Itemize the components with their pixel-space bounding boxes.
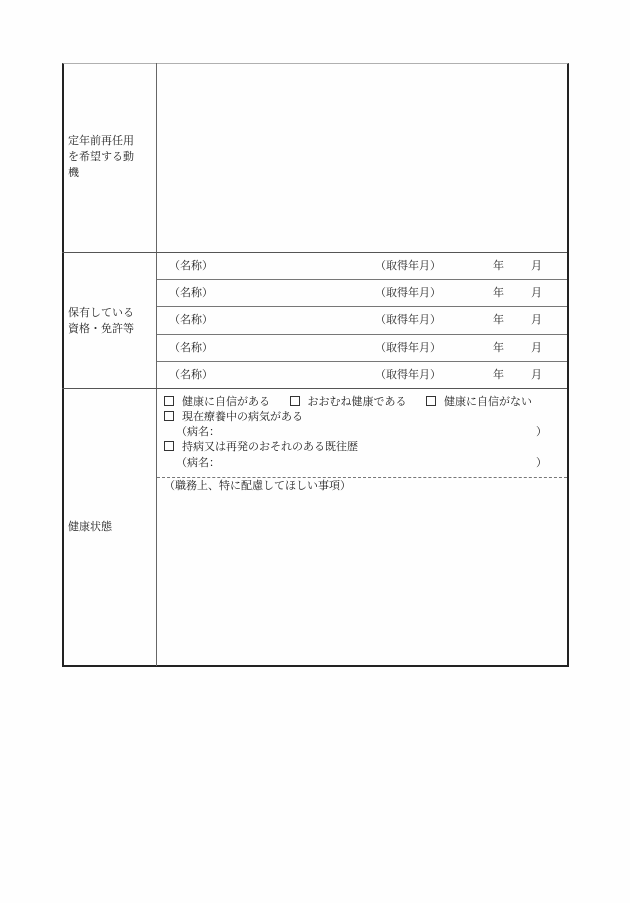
month-label: 月 (531, 286, 542, 299)
qualification-date-label: （取得年月） (375, 341, 441, 354)
option-mostly-healthy-label: おおむね健康である (307, 395, 407, 408)
checkbox-confident[interactable] (164, 396, 174, 406)
disease-name-label: （病名： (176, 425, 220, 438)
qualification-row[interactable] (157, 280, 566, 306)
qualification-name-label: （名称） (169, 259, 213, 272)
chronic-history-row (164, 440, 358, 454)
option-confident-label: 健康に自信がある (182, 395, 270, 408)
application-form-table (62, 63, 568, 667)
month-label: 月 (531, 368, 542, 381)
close-paren: ） (536, 456, 547, 469)
motivation-label (68, 133, 154, 181)
year-label: 年 (493, 313, 504, 326)
qualification-date-label: （取得年月） (375, 313, 441, 326)
motivation-label-line: 機 (68, 166, 79, 179)
checkbox-current-illness[interactable] (164, 411, 174, 421)
option-not-confident-label: 健康に自信がない (444, 395, 532, 408)
qualification-date-label: （取得年月） (375, 286, 441, 299)
disease-name-label: （病名： (176, 456, 220, 469)
qualifications-label (68, 305, 154, 337)
option-chronic-history-label: 持病又は再発のおそれのある既往歴 (182, 440, 358, 453)
month-label: 月 (531, 259, 542, 272)
qualification-row[interactable] (157, 335, 566, 361)
motivation-input-area[interactable] (157, 64, 566, 252)
disease-name-line-1 (176, 425, 220, 439)
qualification-name-label: （名称） (169, 286, 213, 299)
qualification-name-label: （名称） (169, 341, 213, 354)
motivation-label-line: を希望する動 (68, 150, 134, 163)
qualification-name-label: （名称） (169, 313, 213, 326)
qualification-row[interactable] (157, 362, 566, 388)
consideration-input-area[interactable] (157, 495, 566, 663)
qualification-date-label: （取得年月） (375, 368, 441, 381)
section-divider (62, 388, 567, 389)
qualification-date-label: （取得年月） (375, 259, 441, 272)
year-label: 年 (493, 286, 504, 299)
qualifications-label-line: 資格・免許等 (68, 322, 134, 335)
checkbox-not-confident[interactable] (426, 396, 436, 406)
qualification-row[interactable] (157, 253, 566, 279)
checkbox-mostly-healthy[interactable] (290, 396, 300, 406)
dashed-divider (157, 477, 567, 478)
checkbox-chronic-history[interactable] (164, 441, 174, 451)
disease-name-input-2[interactable] (232, 456, 532, 470)
disease-name-line-2 (176, 456, 220, 470)
current-illness-row (164, 410, 303, 424)
month-label: 月 (531, 313, 542, 326)
qualification-row[interactable] (157, 307, 566, 333)
month-label: 月 (531, 341, 542, 354)
qualifications-label-line: 保有している (68, 306, 134, 319)
close-paren: ） (536, 425, 547, 438)
disease-name-input-1[interactable] (232, 425, 532, 439)
year-label: 年 (493, 259, 504, 272)
motivation-label-line: 定年前再任用 (68, 134, 134, 147)
year-label: 年 (493, 368, 504, 381)
consideration-label: （職務上、特に配慮してほしい事項） (164, 479, 351, 492)
option-current-illness-label: 現在療養中の病気がある (182, 410, 303, 423)
health-label: 健康状態 (68, 520, 112, 533)
year-label: 年 (493, 341, 504, 354)
health-options-row (164, 395, 532, 409)
qualification-name-label: （名称） (169, 368, 213, 381)
